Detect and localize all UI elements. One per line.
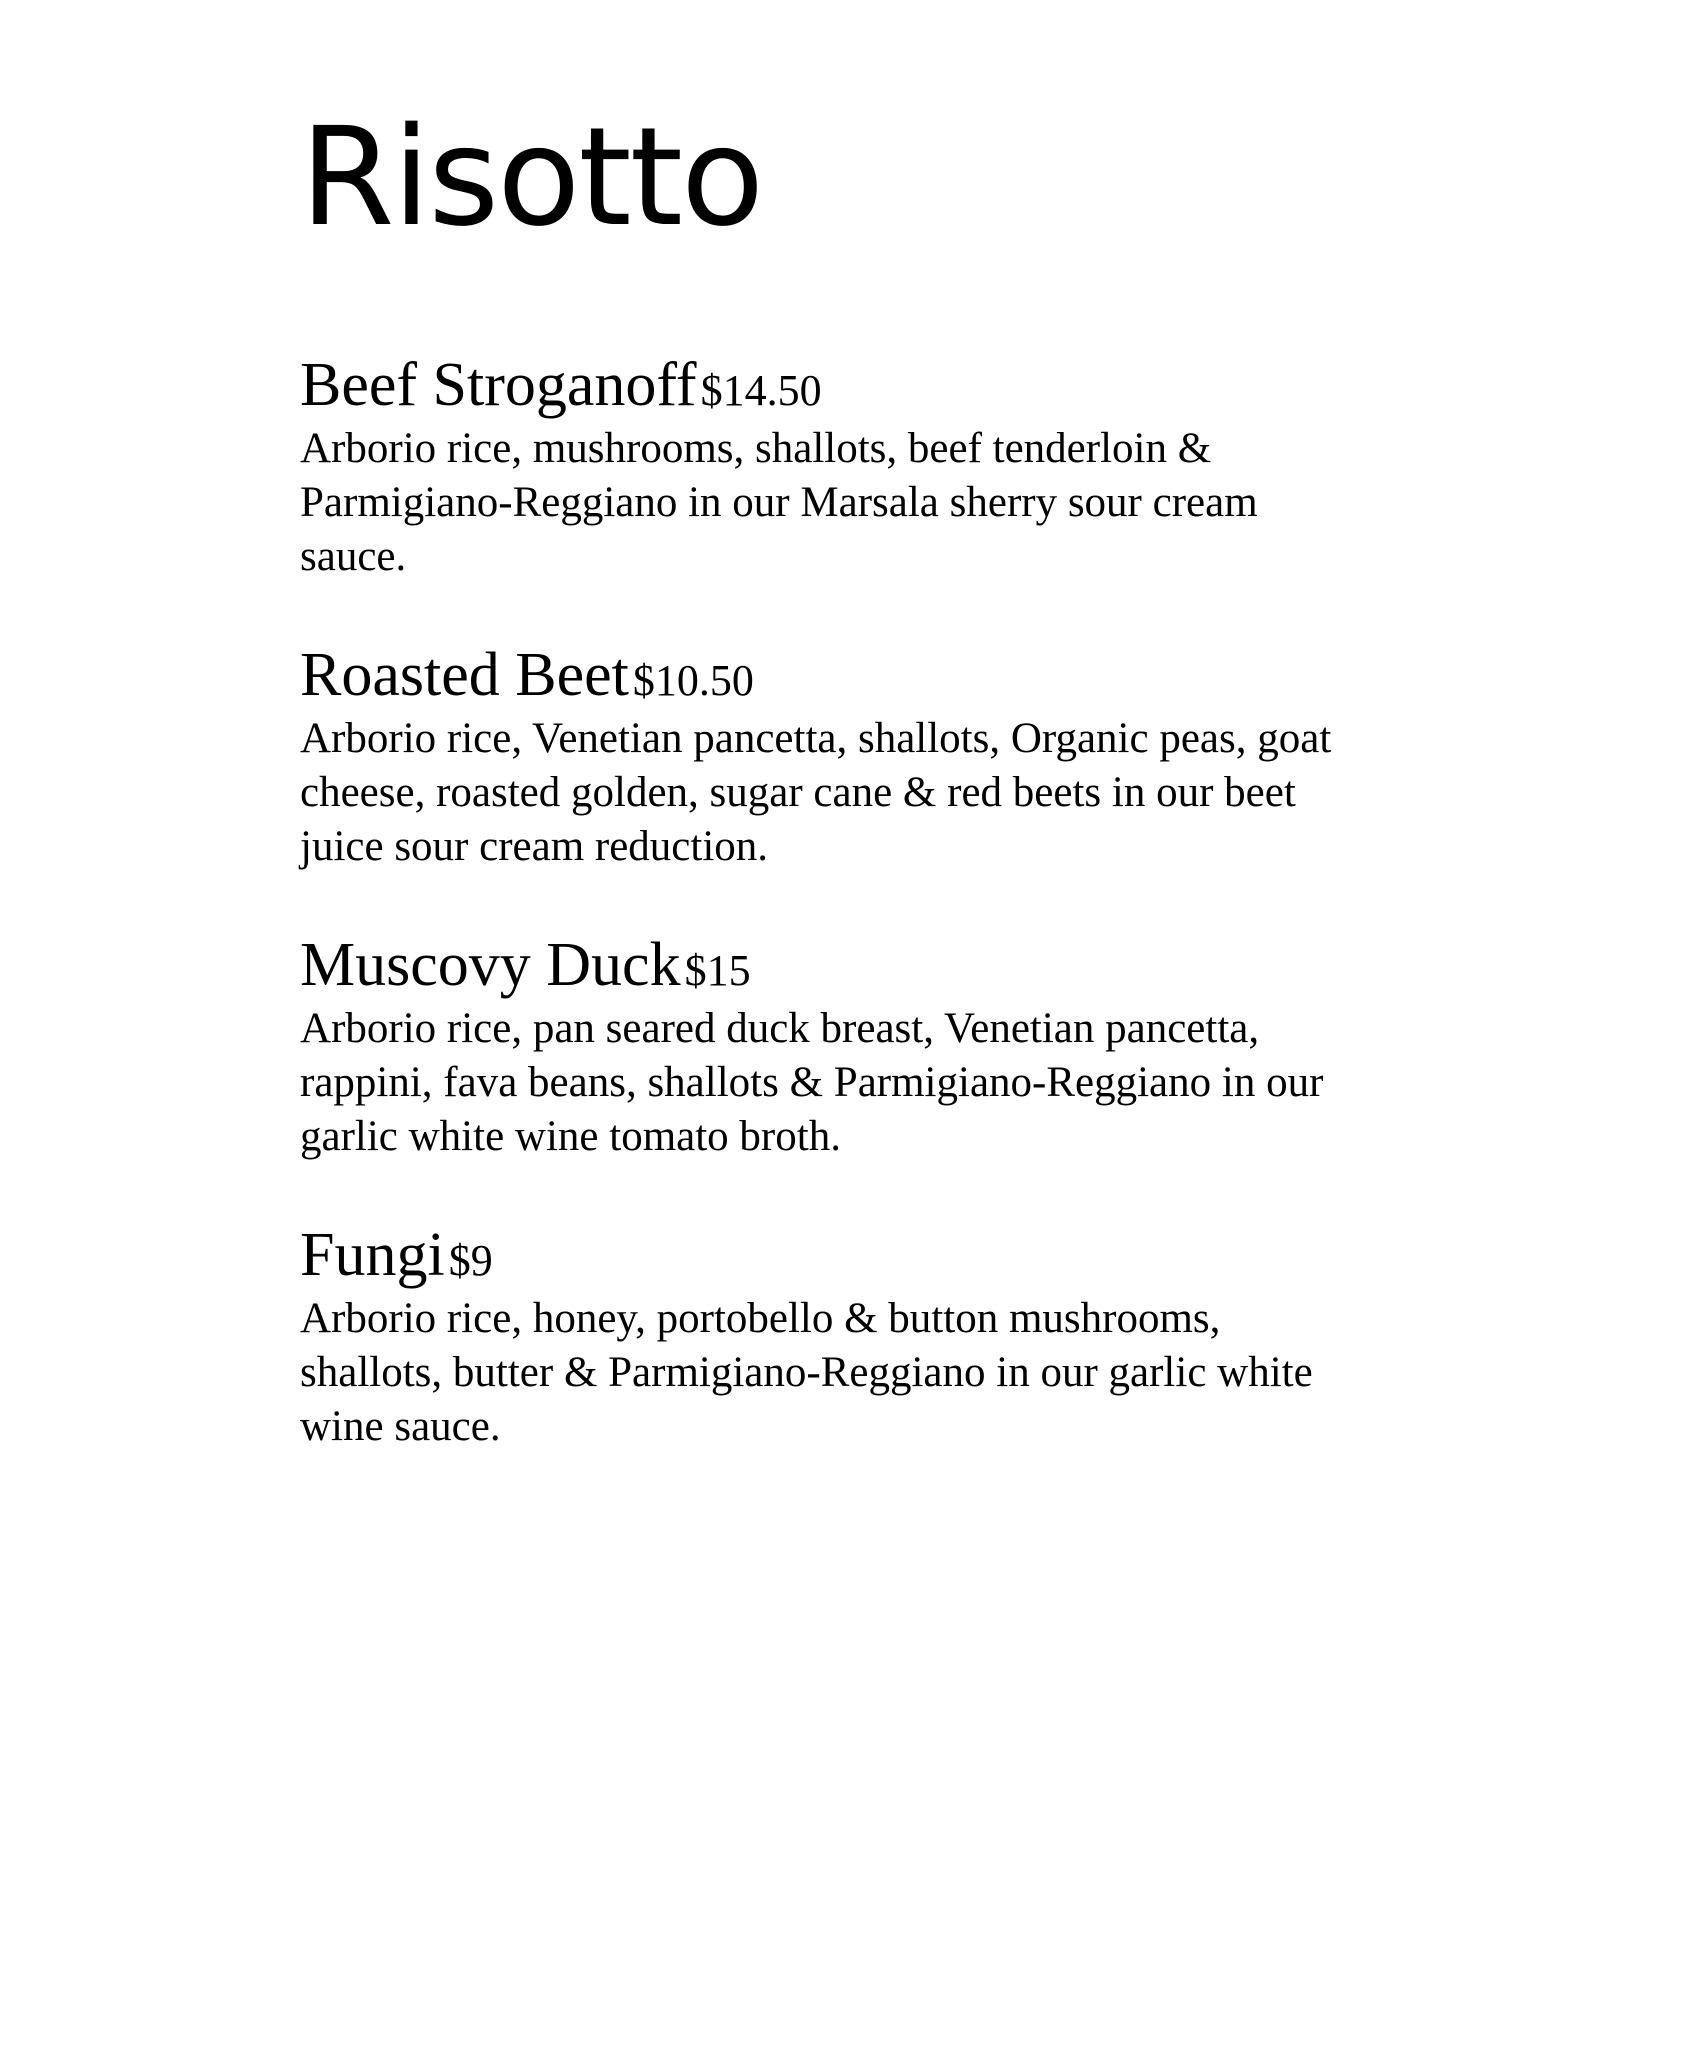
menu-item-muscovy-duck: [300, 931, 1480, 1164]
menu-item-header: [300, 1221, 1480, 1289]
menu-item-description: Arborio rice, pan seared duck breast, Venetian pancetta, rappini, fava beans, shallots & Parmigiano-Reggiano in our garlic white wine tomato broth.: [300, 1005, 1324, 1160]
page-title: Risotto: [300, 99, 763, 257]
menu-item-price: $14.50: [700, 366, 822, 415]
menu-item-price: $10.50: [632, 656, 754, 705]
menu-item-description: Arborio rice, Venetian pancetta, shallots, Organic peas, goat cheese, roasted golden, sugar cane & red beets in our beet juice sour cream reduction.: [300, 715, 1332, 870]
menu-item-header: [300, 931, 1480, 999]
menu-item-header: [300, 351, 1480, 419]
menu-item-description: Arborio rice, honey, portobello & button mushrooms, shallots, butter & Parmigiano-Reggiano in our garlic white wine sauce.: [300, 1295, 1313, 1450]
menu-page: [300, 99, 1480, 1514]
menu-item-price: $9: [448, 1236, 493, 1285]
menu-item-description: Arborio rice, mushrooms, shallots, beef tenderloin & Parmigiano-Reggiano in our Marsala sherry sour cream sauce.: [300, 425, 1258, 580]
menu-item-name: Roasted Beet: [300, 641, 629, 709]
menu-item-header: [300, 641, 1480, 709]
menu-item-name: Fungi: [300, 1221, 445, 1289]
menu-item-roasted-beet: [300, 641, 1480, 874]
menu-item-beef-stroganoff: [300, 351, 1480, 584]
menu-item-name: Beef Stroganoff: [300, 351, 697, 419]
menu-item-price: $15: [684, 946, 751, 995]
menu-list: [300, 351, 1480, 1454]
menu-item-fungi: [300, 1221, 1480, 1454]
menu-item-name: Muscovy Duck: [300, 931, 681, 999]
